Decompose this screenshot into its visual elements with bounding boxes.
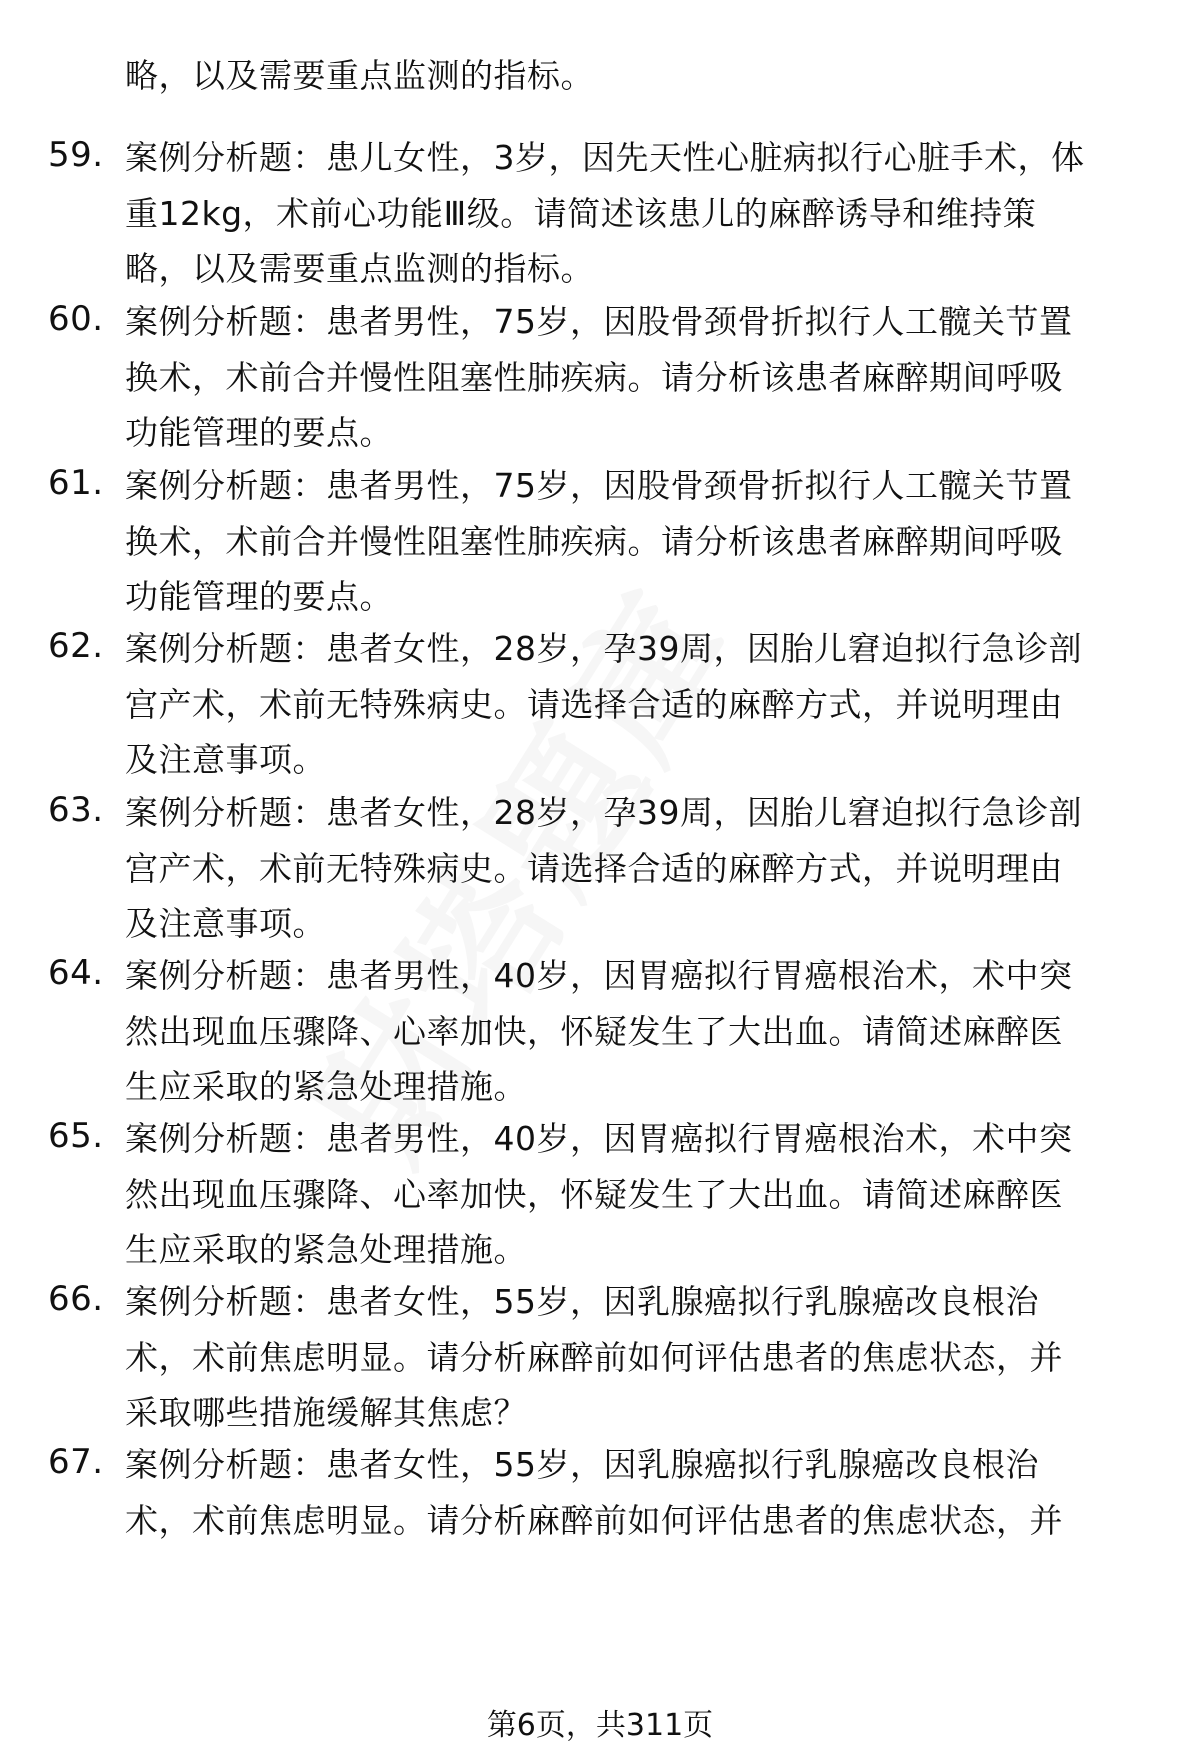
question-number: 64.	[48, 953, 104, 993]
question-number: 63.	[48, 790, 104, 830]
question-number: 67.	[48, 1442, 104, 1482]
question-text: 案例分析题：患者男性，40岁，因胃癌拟行胃癌根治术，术中突 然出现血压骤降、心率加快，怀疑发生了大出血。请简述麻醉医 生应采取的紧急处理措施。	[125, 956, 1073, 1106]
question-number: 61.	[48, 463, 104, 503]
question-text: 案例分析题：患者女性，55岁，因乳腺癌拟行乳腺癌改良根治 术，术前焦虑明显。请分析麻醉前如何评估患者的焦虑状态，并 采取哪些措施缓解其焦虑？	[125, 1282, 1063, 1432]
question-text: 案例分析题：患者女性，28岁，孕39周，因胎儿窘迫拟行急诊剖 宫产术，术前无特殊病史。请选择合适的麻醉方式，并说明理由 及注意事项。	[125, 629, 1082, 779]
question-number: 60.	[48, 299, 104, 339]
continuation-text: 略，以及需要重点监测的指标。	[125, 56, 594, 95]
question-text: 案例分析题：患者男性，75岁，因股骨颈骨折拟行人工髋关节置 换术，术前合并慢性阻塞性肺疾病。请分析该患者麻醉期间呼吸 功能管理的要点。	[125, 302, 1073, 452]
question-text: 案例分析题：患者男性，75岁，因股骨颈骨折拟行人工髋关节置 换术，术前合并慢性阻塞性肺疾病。请分析该患者麻醉期间呼吸 功能管理的要点。	[125, 466, 1073, 616]
question-number: 65.	[48, 1116, 104, 1156]
question-number: 66.	[48, 1279, 104, 1319]
question-text: 案例分析题：患者女性，55岁，因乳腺癌拟行乳腺癌改良根治 术，术前焦虑明显。请分析麻醉前如何评估患者的焦虑状态，并	[125, 1445, 1063, 1540]
page-footer: 第6页，共311页	[486, 1708, 714, 1743]
question-number: 62.	[48, 626, 104, 666]
question-text: 案例分析题：患者女性，28岁，孕39周，因胎儿窘迫拟行急诊剖 宫产术，术前无特殊病史。请选择合适的麻醉方式，并说明理由 及注意事项。	[125, 793, 1082, 943]
question-text: 案例分析题：患儿女性，3岁，因先天性心脏病拟行心脏手术，体 重12kg，术前心功能Ⅲ级。请简述该患儿的麻醉诱导和维持策 略，以及需要重点监测的指标。	[125, 138, 1085, 288]
question-number: 59.	[48, 135, 104, 175]
question-text: 案例分析题：患者男性，40岁，因胃癌拟行胃癌根治术，术中突 然出现血压骤降、心率加快，怀疑发生了大出血。请简述麻醉医 生应采取的紧急处理措施。	[125, 1119, 1073, 1269]
